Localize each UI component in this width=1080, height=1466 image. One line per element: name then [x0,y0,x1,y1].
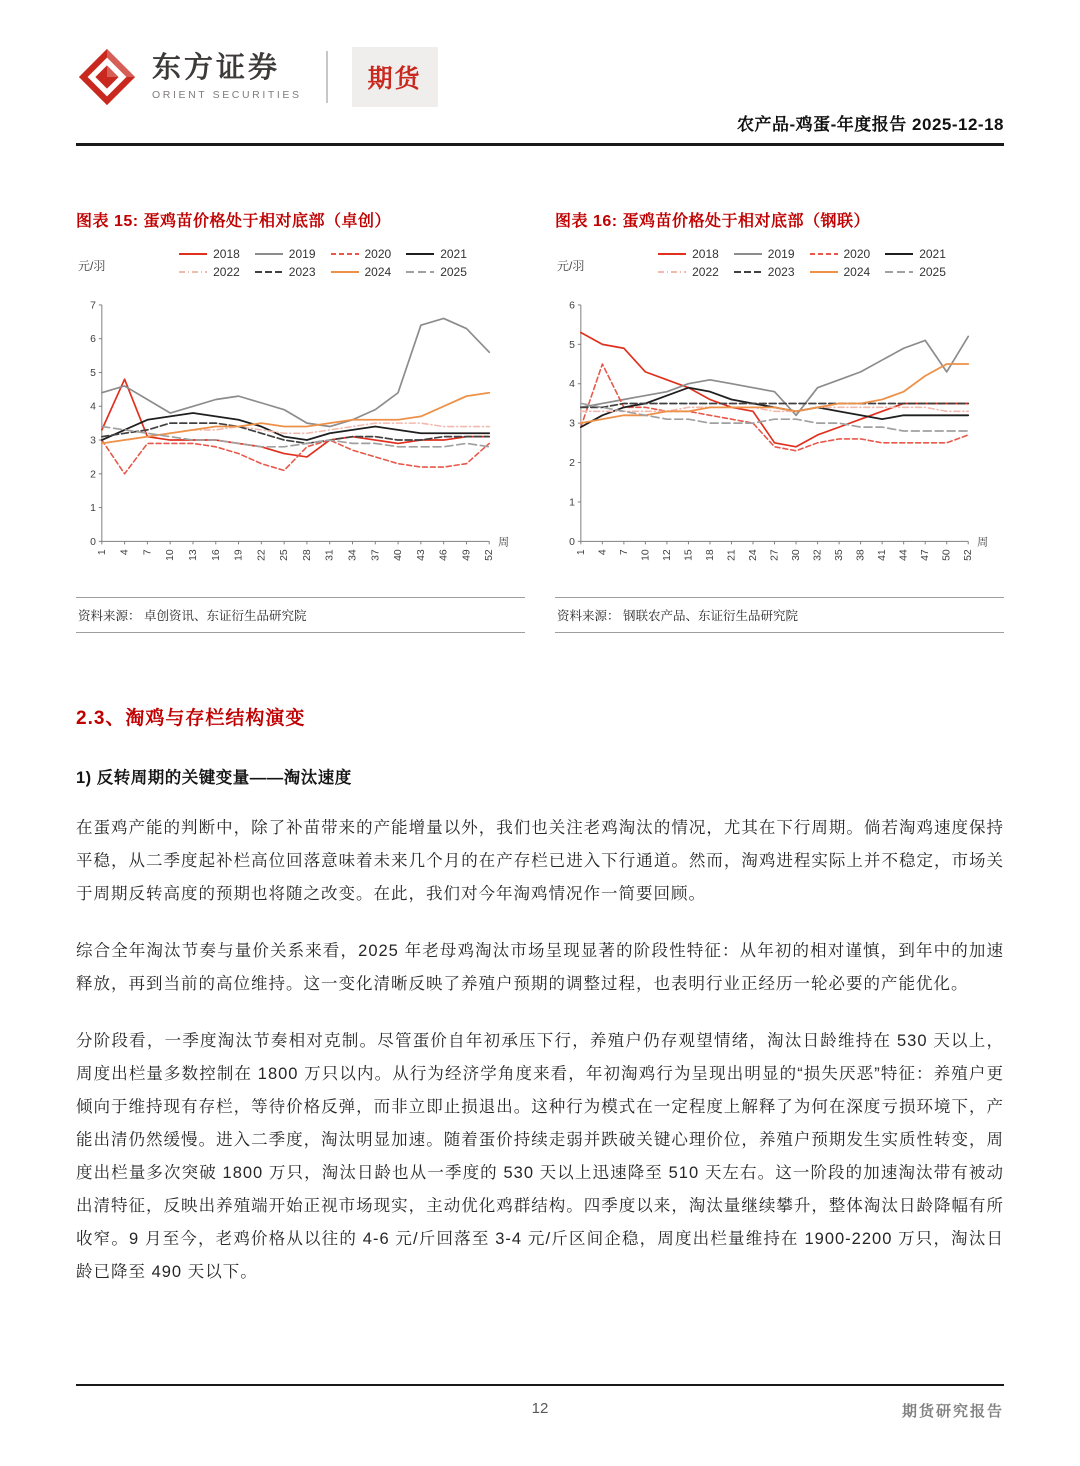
legend-line-swatch-2021 [884,250,914,258]
orient-securities-logo-icon [76,46,138,108]
legend-item-2019 [733,247,795,261]
svg-text:5: 5 [569,339,575,351]
legend-line-swatch-2023 [254,268,284,276]
brand-name-en: ORIENT SECURITIES [152,88,302,101]
legend-line-swatch-2021 [405,250,435,258]
svg-text:52: 52 [963,548,975,561]
legend-line-swatch-2018 [657,250,687,258]
legend-item-2020 [809,247,871,261]
figure-16-legend [555,247,1004,291]
legend-line-swatch-2018 [178,250,208,258]
legend-item-2022 [178,265,240,279]
svg-text:35: 35 [834,548,846,561]
legend-label-2025: 2025 [919,264,946,279]
svg-text:3: 3 [90,435,96,447]
legend-item-2021 [884,247,946,261]
svg-text:6: 6 [569,299,575,311]
legend-label-2023: 2023 [288,264,316,279]
figure-15-source: 资料来源： 卓创资讯、东证衍生品研究院 [76,597,525,633]
legend-line-swatch-2024 [809,268,839,276]
svg-text:4: 4 [90,401,96,413]
page-number: 12 [531,1400,549,1417]
svg-text:3: 3 [569,418,575,430]
svg-text:周: 周 [977,535,989,548]
svg-text:22: 22 [256,548,268,561]
svg-text:40: 40 [393,548,405,561]
legend-item-2023 [733,265,795,279]
svg-text:1: 1 [569,496,575,508]
svg-text:38: 38 [855,548,867,561]
svg-text:25: 25 [279,548,291,561]
legend-label-2020: 2020 [843,246,871,261]
legend-item-2018 [178,247,240,261]
svg-text:4: 4 [597,548,609,555]
svg-text:47: 47 [920,548,932,561]
brand-text [152,53,302,101]
section-subheading: 1) 反转周期的关键变量——淘汰速度 [76,768,352,787]
svg-text:21: 21 [726,548,738,561]
legend-label-2025: 2025 [440,264,467,279]
svg-text:32: 32 [812,548,824,561]
svg-text:10: 10 [165,548,177,561]
svg-text:6: 6 [90,333,96,345]
svg-text:7: 7 [142,548,154,555]
paragraph-3: 分阶段看，一季度淘汰节奏相对克制。尽管蛋价自年初承压下行，养殖户仍存观望情绪，淘汰日龄维持在 530 天以上，周度出栏量多数控制在 1800 万只以内。从行为经济学角度来看，年初淘鸡行为呈现出明显的“损失厌恶”特征：养殖户更倾向于维持现有存栏，等待价格反弹，而非立即止损退出。这种行为模式在一定程度上解释了为何在深度亏损环境下，产能出清仍然缓慢。进入二季度，淘汰明显加速。随着蛋价持续走弱并跌破关键心理价位，养殖户预期发生实质性转变，周度出栏量多次突破 1800 万只，淘汰日龄也从一季度的 530 天以上迅速降至 510 天左右。这一阶段的加速淘汰带有被动出清特征，反映出养殖端开始正视市场现实，主动优化鸡群结构。四季度以来，淘汰量继续攀升，整体淘汰日龄降幅有所收窄。9 月至今，老鸡价格从以往的 4-6 元/斤回落至 3-4 元/斤区间企稳，周度出栏量维持在 1900-2200 万只，淘汰日龄已降至 490 天以下。 [76,1031,1004,1281]
legend-item-2020 [330,247,392,261]
legend-line-swatch-2023 [733,268,763,276]
legend-item-2023 [254,265,316,279]
legend-item-2024 [330,265,392,279]
legend-label-2019: 2019 [288,246,316,261]
legend-label-2024: 2024 [843,264,871,279]
svg-text:19: 19 [233,548,245,561]
legend-item-2022 [657,265,719,279]
svg-text:4: 4 [119,548,131,555]
svg-text:28: 28 [301,548,313,561]
svg-text:44: 44 [898,548,910,561]
legend-label-2020: 2020 [364,246,392,261]
chick-seedling-price-chart-zhuochuang [76,295,525,589]
legend-label-2022: 2022 [692,264,719,279]
svg-text:50: 50 [941,548,953,561]
footer-report-label: 期货研究报告 [901,1403,1004,1420]
legend-label-2024: 2024 [364,264,392,279]
futures-tag: 期货 [352,47,438,107]
legend-item-2025 [405,265,467,279]
svg-text:27: 27 [769,548,781,561]
brand-name-cn: 东方证券 [152,52,281,85]
svg-text:13: 13 [187,548,199,561]
brand-divider [326,51,328,103]
figure-15 [76,208,525,633]
legend-label-2023: 2023 [767,264,795,279]
svg-text:周: 周 [498,535,510,548]
legend-label-2018: 2018 [213,246,240,261]
legend-label-2021: 2021 [440,246,467,261]
svg-text:2: 2 [569,457,575,469]
legend-label-2018: 2018 [692,246,719,261]
figure-16-unit-label: 元/羽 [557,258,585,273]
svg-text:4: 4 [569,378,575,390]
legend-item-2019 [254,247,316,261]
footer [76,1384,1004,1420]
svg-text:49: 49 [461,548,473,561]
svg-text:31: 31 [324,548,336,561]
figure-16-source: 资料来源： 钢联农产品、东证衍生品研究院 [555,597,1004,633]
report-title-line: 农产品-鸡蛋-年度报告 2025-12-18 [736,115,1004,134]
legend-label-2019: 2019 [767,246,795,261]
svg-text:18: 18 [704,548,716,561]
chick-seedling-price-chart-ganglian [555,295,1004,589]
legend-item-2021 [405,247,467,261]
figure-16-title: 图表 16: 蛋鸡苗价格处于相对底部（钢联） [555,212,871,230]
svg-text:30: 30 [791,548,803,561]
svg-text:46: 46 [438,548,450,561]
svg-text:34: 34 [347,548,359,561]
legend-label-2022: 2022 [213,264,240,279]
figures-row [76,208,1004,633]
legend-item-2024 [809,265,871,279]
svg-text:5: 5 [90,367,96,379]
svg-text:41: 41 [877,548,889,561]
legend-line-swatch-2024 [330,268,360,276]
svg-text:0: 0 [90,536,96,548]
svg-text:7: 7 [618,548,630,555]
header [76,46,1004,108]
figure-16 [555,208,1004,633]
svg-text:1: 1 [96,548,108,555]
legend-line-swatch-2020 [809,250,839,258]
svg-text:0: 0 [569,536,575,548]
svg-text:7: 7 [90,299,96,311]
legend-line-swatch-2020 [330,250,360,258]
svg-text:52: 52 [484,548,496,561]
figure-15-unit-label: 元/羽 [78,258,106,273]
legend-line-swatch-2019 [254,250,284,258]
svg-text:16: 16 [210,548,222,561]
svg-text:24: 24 [747,548,759,561]
legend-line-swatch-2022 [657,268,687,276]
figure-15-legend [76,247,525,291]
legend-item-2018 [657,247,719,261]
svg-text:12: 12 [661,548,673,561]
svg-text:10: 10 [640,548,652,561]
legend-line-swatch-2025 [405,268,435,276]
svg-text:43: 43 [415,548,427,561]
legend-line-swatch-2025 [884,268,914,276]
svg-text:1: 1 [90,502,96,514]
paragraph-2: 综合全年淘汰节奏与量价关系来看，2025 年老母鸡淘汰市场呈现显著的阶段性特征：从年初的相对谨慎，到年中的加速释放，再到当前的高位维持。这一变化清晰反映了养殖户预期的调整过程，也表明行业正经历一轮必要的产能优化。 [76,941,1004,993]
svg-text:1: 1 [575,548,587,555]
legend-line-swatch-2019 [733,250,763,258]
svg-text:15: 15 [683,548,695,561]
footer-rule [76,1384,1004,1386]
legend-item-2025 [884,265,946,279]
legend-label-2021: 2021 [919,246,946,261]
section-heading: 2.3、淘鸡与存栏结构演变 [76,707,306,729]
legend-line-swatch-2022 [178,268,208,276]
figure-15-title: 图表 15: 蛋鸡苗价格处于相对底部（卓创） [76,212,392,230]
paragraph-1: 在蛋鸡产能的判断中，除了补苗带来的产能增量以外，我们也关注老鸡淘汰的情况，尤其在下行周期。倘若淘鸡速度保持平稳，从二季度起补栏高位回落意味着未来几个月的在产存栏已进入下行通道。然而，淘鸡进程实际上并不稳定，市场关于周期反转高度的预期也将随之改变。在此，我们对今年淘鸡情况作一简要回顾。 [76,818,1004,903]
header-rule [76,143,1004,146]
svg-text:37: 37 [370,548,382,561]
svg-text:2: 2 [90,468,96,480]
